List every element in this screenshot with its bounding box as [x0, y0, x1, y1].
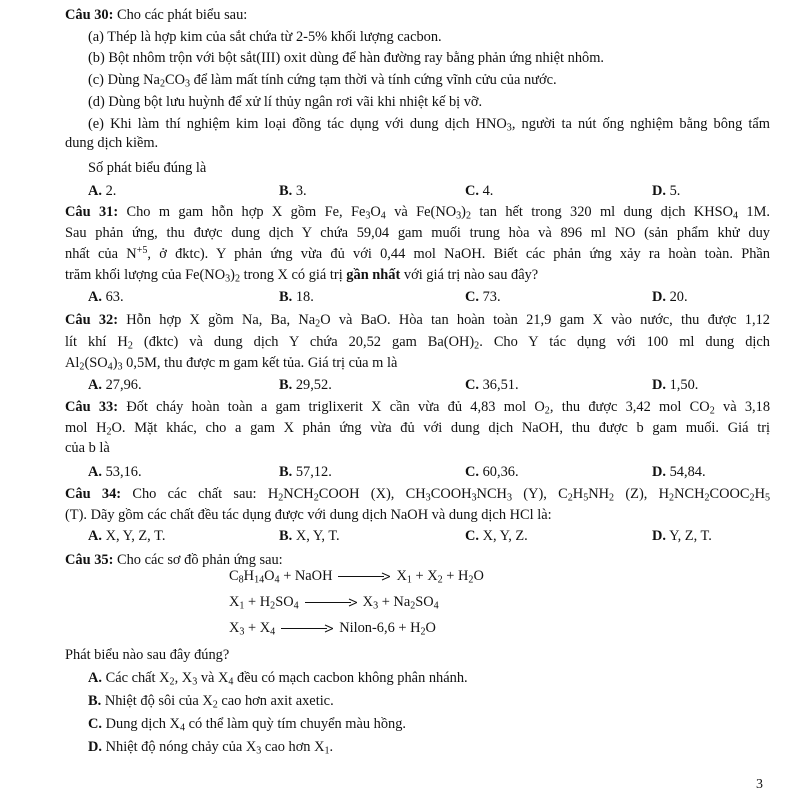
- q32-option-d: D. 1,50.: [652, 377, 699, 393]
- reaction-3: $X_3 + X_4$ Nilon-6,6 + $H_2O$: [229, 620, 436, 638]
- q34-option-b: B. X, Y, T.: [279, 528, 340, 544]
- reaction-arrow-icon: [281, 624, 333, 633]
- reaction-arrow-icon: [338, 572, 390, 581]
- q31-option-d: D. 20.: [652, 289, 688, 305]
- question-32-line-2: lít khí $H_2$ (đktc) và dung dịch Y chứa 20,52 gam $Ba(OH)_2$. Cho Y tác dụng với 100 ml dung dịch: [65, 334, 771, 352]
- question-34-line-2: (T). Dãy gồm các chất đều tác dụng được với dung dịch NaOH và dung dịch HCl là:: [65, 507, 552, 523]
- page-number: 3: [756, 777, 763, 792]
- question-32-line-1: Câu 32: Hỗn hợp X gồm Na, Ba, $Na_2O$ và BaO. Hòa tan hoàn toàn 21,9 gam X vào nước, thu được 1,12: [65, 312, 770, 330]
- q32-option-b: B. 29,52.: [279, 377, 332, 393]
- q35-option-d: D. Nhiệt độ nóng chảy của $X_3$ cao hơn $X_1$.: [88, 739, 334, 757]
- question-31-line-2: Sau phản ứng, thu được dung dịch Y chứa 59,04 gam muối trung hòa và 896 ml NO (sản phẩm khử duy: [65, 225, 770, 241]
- q30-statement-b: (b) Bột nhôm trộn với bột sắt(III) oxit dùng để hàn đường ray bằng phản ứng nhiệt nhôm.: [88, 50, 605, 66]
- reaction-arrow-icon: [305, 598, 357, 607]
- q30-option-d: D. 5.: [652, 183, 681, 199]
- q30-option-b: B. 3.: [279, 183, 307, 199]
- q30-question: Số phát biểu đúng là: [88, 160, 207, 176]
- question-33-line-2: mol $H_2O$. Mặt khác, cho a gam X phản ứng vừa đủ với dung dịch NaOH, thu được b gam muối. Giá trị: [65, 420, 770, 438]
- q35-question: Phát biểu nào sau đây đúng?: [65, 647, 230, 663]
- q30-statement-c: (c) Dùng $Na_2CO_3$ để làm mất tính cứng tạm thời và tính cứng vĩnh cửu của nước.: [88, 72, 557, 90]
- q34-option-d: D. Y, Z, T.: [652, 528, 712, 544]
- q33-option-c: C. 60,36.: [465, 464, 519, 480]
- q35-option-a: A. Các chất $X_2$, $X_3$ và $X_4$ đều có mạch cacbon không phân nhánh.: [88, 670, 468, 688]
- q34-option-c: C. X, Y, Z.: [465, 528, 528, 544]
- q30-statement-d: (d) Dùng bột lưu huỳnh để xử lí thủy ngân rơi vãi khi nhiệt kế bị vỡ.: [88, 94, 483, 110]
- reaction-1: $C_8H_{14}O_4$ + NaOH $X_1 + X_2 + H_2O$: [229, 568, 484, 586]
- question-31-line-1: Câu 31: Cho m gam hỗn hợp X gồm Fe, $Fe_3O_4$ và $Fe(NO_3)_2$ tan hết trong 320 ml dung dịch $KHSO_4$ 1M.: [65, 204, 771, 222]
- question-34-line-1: Câu 34: Cho các chất sau: $H_2NCH_2COOH$ (X), $CH_3COOH_3NCH_3$ (Y), $C_2H_5NH_2$ (Z), $H_2NCH_2COOC_2H_5$: [65, 486, 771, 504]
- q34-option-a: A. X, Y, Z, T.: [88, 528, 166, 544]
- q30-option-a: A. 2.: [88, 183, 117, 199]
- q33-option-d: D. 54,84.: [652, 464, 706, 480]
- question-31-line-4: trăm khối lượng của $Fe(NO_3)_2$ trong X có giá trị gần nhất với giá trị nào sau đây?: [65, 267, 539, 285]
- question-33-line-1: Câu 33: Đốt cháy hoàn toàn a gam triglixerit X cần vừa đủ 4,83 mol $O_2$, thu được 3,42 mol $CO_2$ và 3,18: [65, 399, 771, 417]
- q32-option-c: C. 36,51.: [465, 377, 519, 393]
- q30-statement-e-cont: dung dịch kiềm.: [65, 135, 159, 151]
- question-32-line-3: $Al_2(SO_4)_3$ 0,5M, thu được m gam kết tủa. Giá trị của m là: [65, 355, 398, 373]
- q31-option-b: B. 18.: [279, 289, 314, 305]
- q33-option-b: B. 57,12.: [279, 464, 332, 480]
- q30-statement-e: (e) Khi làm thí nghiệm kim loại đồng tác dụng với dung dịch $HNO_3$, người ta nút ống nghiệm bằng bông tẩm: [88, 116, 770, 134]
- q32-option-a: A. 27,96.: [88, 377, 142, 393]
- q31-option-c: C. 73.: [465, 289, 501, 305]
- q30-option-c: C. 4.: [465, 183, 494, 199]
- question-33-line-3: của b là: [65, 440, 110, 456]
- question-31-line-3: nhất của $N^{+5}$, ở đktc). Y phản ứng vừa đủ với 0,44 mol NaOH. Biết các phản ứng xảy ra hoàn toàn. Phần: [65, 244, 771, 262]
- q35-option-c: C. Dung dịch $X_4$ có thể làm quỳ tím chuyển màu hồng.: [88, 716, 407, 734]
- reaction-2: $X_1 + H_2SO_4$ $X_3 + Na_2SO_4$: [229, 594, 439, 612]
- q33-option-a: A. 53,16.: [88, 464, 142, 480]
- q30-statement-a: (a) Thép là hợp kim của sắt chứa từ 2-5% khối lượng cacbon.: [88, 29, 442, 45]
- question-35-heading: Câu 35: Cho các sơ đồ phản ứng sau:: [65, 552, 283, 568]
- question-30-heading: Câu 30: Cho các phát biểu sau:: [65, 7, 248, 23]
- q31-option-a: A. 63.: [88, 289, 124, 305]
- q35-option-b: B. Nhiệt độ sôi của $X_2$ cao hơn axit axetic.: [88, 693, 334, 711]
